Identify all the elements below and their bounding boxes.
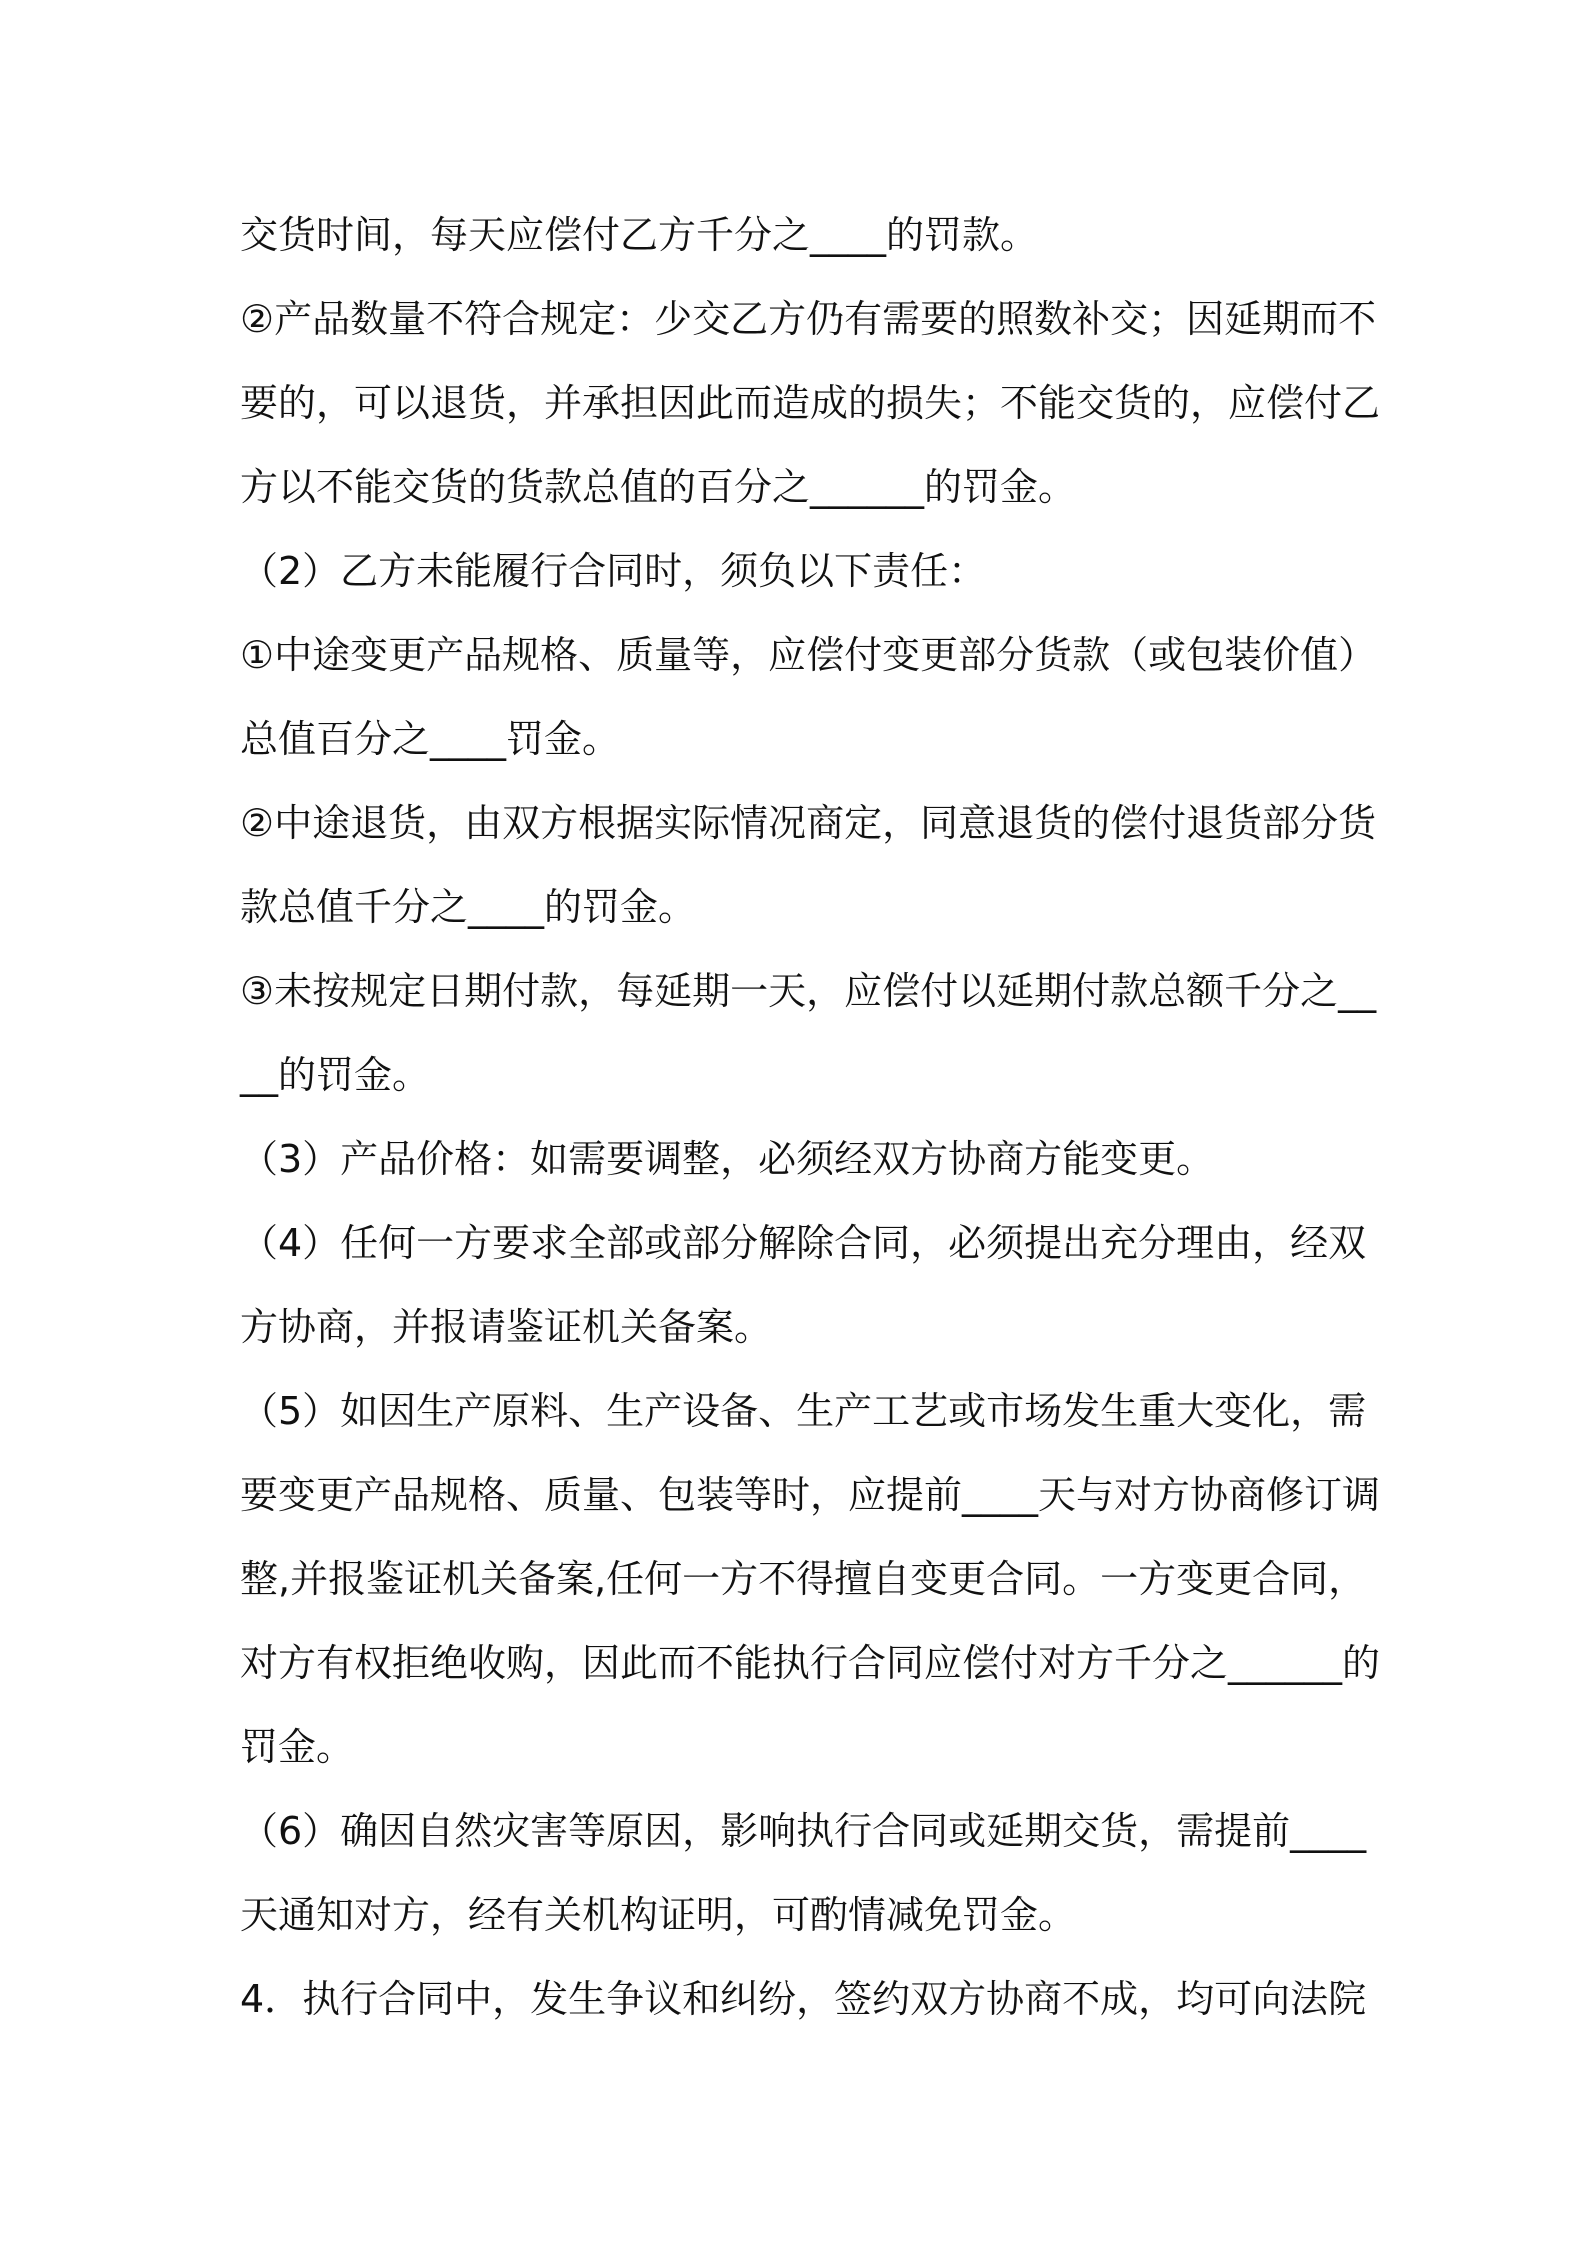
text-line: ③未按规定日期付款，每延期一天，应偿付以延期付款总额千分之__ [240,969,1377,1013]
text-line: （2）乙方未能履行合同时，须负以下责任： [240,549,987,593]
text-line: 方以不能交货的货款总值的百分之______的罚金。 [240,465,1077,509]
text-line: 方协商，并报请鉴证机关备案。 [240,1305,773,1349]
text-line: 要变更产品规格、质量、包装等时，应提前____天与对方协商修订调 [240,1473,1381,1517]
text-line: 款总值千分之____的罚金。 [240,885,697,929]
text-line: ②产品数量不符合规定：少交乙方仍有需要的照数补交；因延期而不 [240,297,1377,341]
text-line: __的罚金。 [240,1053,431,1097]
text-line: 对方有权拒绝收购，因此而不能执行合同应偿付对方千分之______的 [240,1641,1381,1685]
text-line: 4．执行合同中，发生争议和纠纷，签约双方协商不成，均可向法院 [240,1977,1367,2021]
text-line: （3）产品价格：如需要调整，必须经双方协商方能变更。 [240,1137,1215,1181]
text-line: （5）如因生产原料、生产设备、生产工艺或市场发生重大变化，需 [240,1389,1367,1433]
text-line: （4）任何一方要求全部或部分解除合同，必须提出充分理由，经双 [240,1221,1367,1265]
text-line: 交货时间，每天应偿付乙方千分之____的罚款。 [240,213,1039,257]
text-line: 整,并报鉴证机关备案,任何一方不得擅自变更合同。一方变更合同， [240,1557,1367,1601]
document-body [240,193,1381,2041]
text-line: 要的，可以退货，并承担因此而造成的损失；不能交货的，应偿付乙 [240,381,1381,425]
text-line: 天通知对方，经有关机构证明，可酌情减免罚金。 [240,1893,1077,1937]
text-line: ①中途变更产品规格、质量等，应偿付变更部分货款（或包装价值） [240,633,1377,677]
text-line: （6）确因自然灾害等原因，影响执行合同或延期交货，需提前____ [240,1809,1367,1853]
text-line: 总值百分之____罚金。 [240,717,621,761]
text-line: 罚金。 [240,1725,355,1769]
text-line: ②中途退货，由双方根据实际情况商定，同意退货的偿付退货部分货 [240,801,1377,845]
